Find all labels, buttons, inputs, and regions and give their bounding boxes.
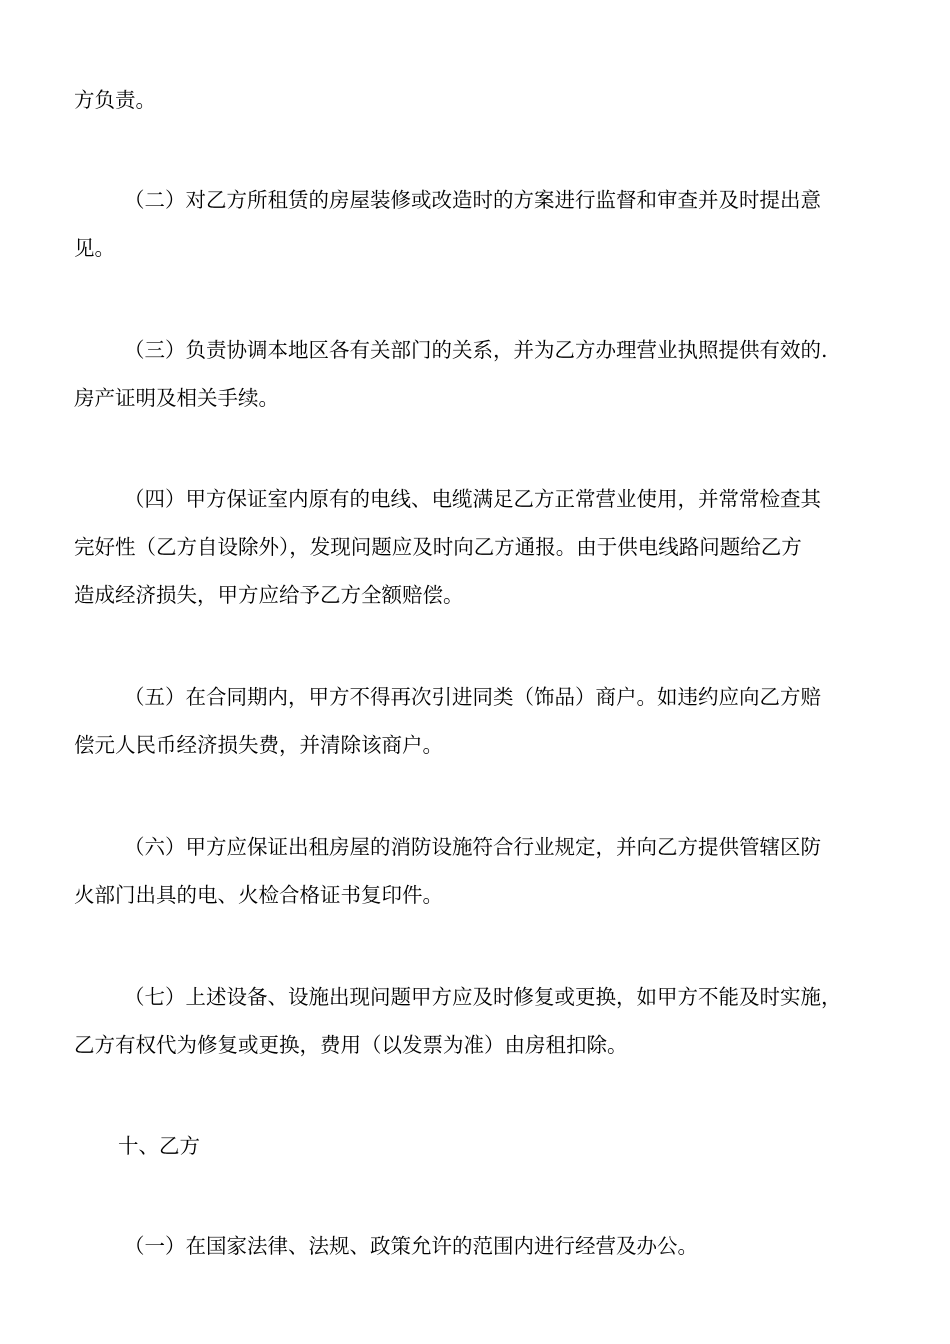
paragraph-clause-3	[74, 326, 882, 422]
text-line: 乙方有权代为修复或更换，费用（以发票为准）由房租扣除。	[74, 1033, 628, 1057]
text-line: （五）在合同期内，甲方不得再次引进同类（饰品）商户。如违约应向乙方赔	[124, 685, 821, 709]
text-line: 见。	[74, 236, 115, 260]
text-line: （一）在国家法律、法规、政策允许的范围内进行经营及办公。	[124, 1234, 698, 1258]
text-line: 偿元人民币经济损失费，并清除该商户。	[74, 733, 443, 757]
text-line: 火部门出具的电、火检合格证书复印件。	[74, 883, 443, 907]
text-line: 造成经济损失，甲方应给予乙方全额赔偿。	[74, 583, 464, 607]
paragraph-clause-5	[74, 673, 882, 769]
text-line: 十、乙方	[118, 1134, 200, 1158]
paragraph-clause-1	[74, 1222, 882, 1270]
paragraph-clause-2	[74, 176, 882, 272]
text-line: （二）对乙方所租赁的房屋装修或改造时的方案进行监督和审查并及时提出意	[124, 188, 821, 212]
paragraph-continuation	[74, 76, 882, 124]
section-heading	[74, 1122, 882, 1170]
text-line: （四）甲方保证室内原有的电线、电缆满足乙方正常营业使用，并常常检查其	[124, 487, 821, 511]
text-line: 房产证明及相关手续。	[74, 386, 279, 410]
text-line: 方负责。	[74, 88, 156, 112]
text-line: 完好性（乙方自设除外），发现问题应及时向乙方通报。由于供电线路问题给乙方	[74, 535, 802, 559]
paragraph-clause-4	[74, 475, 882, 619]
text-line: （七）上述设备、设施出现问题甲方应及时修复或更换，如甲方不能及时实施，	[124, 985, 842, 1009]
paragraph-clause-6	[74, 823, 882, 919]
text-line: （三）负责协调本地区各有关部门的关系，并为乙方办理营业执照提供有效的.	[124, 338, 828, 362]
paragraph-clause-7	[74, 973, 882, 1069]
text-line: （六）甲方应保证出租房屋的消防设施符合行业规定，并向乙方提供管辖区防	[124, 835, 821, 859]
